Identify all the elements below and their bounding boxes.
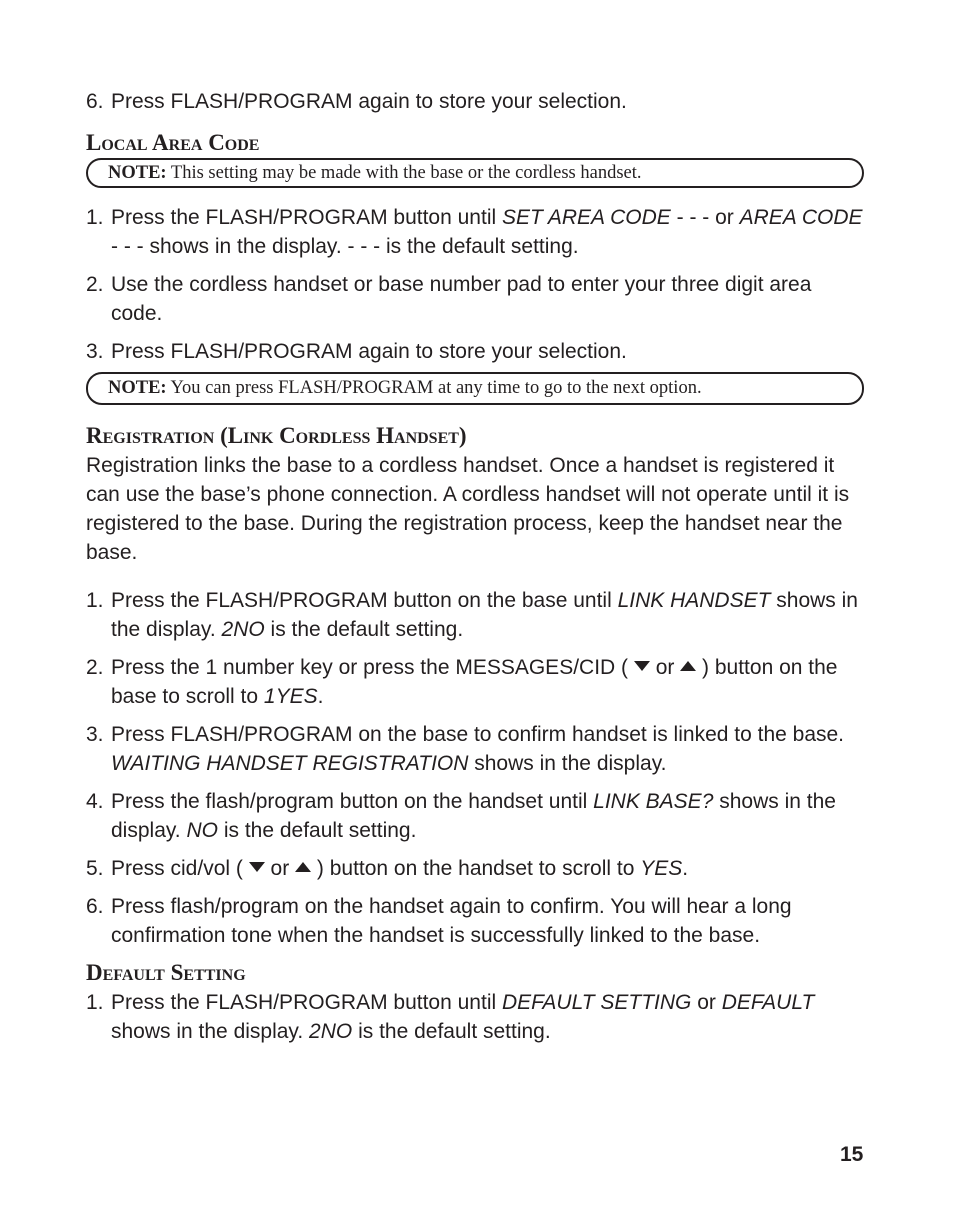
step-number: 1.	[86, 206, 104, 229]
step-6	[86, 87, 868, 116]
step-1	[86, 988, 868, 1046]
step-text: is the default setting.	[352, 1020, 551, 1043]
note-label: NOTE:	[108, 163, 167, 183]
step-number: 4.	[86, 790, 104, 813]
step-text: Press the FLASH/PROGRAM button on the base until	[111, 589, 618, 612]
default-setting-section	[86, 960, 868, 1046]
page-number: 15	[840, 1143, 864, 1166]
top-step	[86, 87, 868, 116]
section-heading-registration: Registration (Link Cordless Handset)	[86, 423, 467, 448]
step-1	[86, 586, 868, 644]
step-number: 1.	[86, 991, 104, 1014]
step-text: Press the FLASH/PROGRAM button until	[111, 991, 502, 1014]
step-text: .	[317, 685, 324, 708]
local-area-code-steps	[86, 203, 868, 366]
display-text: LINK HANDSET	[617, 589, 771, 612]
up-arrow-icon	[680, 661, 696, 671]
display-text: DEFAULT SETTING	[501, 991, 692, 1014]
display-text: 2NO	[221, 618, 265, 641]
step-text: Press the 1 number key or press the MESSAGES/CID (	[111, 656, 634, 679]
step-number: 2.	[86, 656, 104, 679]
step-1	[86, 203, 868, 261]
step-text: Press FLASH/PROGRAM on the base to confirm handset is linked to the base.	[111, 723, 845, 746]
section-heading-local-area-code: Local Area Code	[86, 130, 260, 155]
step-6	[86, 892, 868, 950]
display-text: DEFAULT	[721, 991, 815, 1014]
step-5	[86, 854, 868, 883]
step-text: - - - or	[670, 206, 740, 229]
note-label: NOTE:	[108, 378, 167, 398]
step-text: Press the flash/program button on the handset until	[111, 790, 594, 813]
step-text: - - - shows in the display. - - - is the default setting.	[111, 235, 579, 258]
step-text: or	[264, 857, 296, 880]
step-number: 2.	[86, 273, 104, 296]
note-box-2	[86, 372, 864, 405]
step-number: 3.	[86, 723, 104, 746]
note-text: You can press FLASH/PROGRAM at any time to go to the next option.	[170, 378, 702, 398]
step-3	[86, 720, 868, 778]
display-text: YES	[640, 857, 683, 880]
step-text: is the default setting.	[217, 819, 417, 842]
step-text: Press FLASH/PROGRAM again to store your selection.	[111, 340, 627, 363]
display-text: AREA CODE	[739, 206, 863, 229]
display-text: LINK BASE?	[593, 790, 714, 813]
step-text: or	[691, 991, 722, 1014]
step-text: shows in the display.	[468, 752, 667, 775]
down-arrow-icon	[249, 862, 265, 872]
registration-intro: Registration links the base to a cordless handset. Once a handset is registered it can use the base’s phone connection. A cordless handset will not operate until it is registered to the base. During the registration process, keep the handset near the base.	[86, 454, 850, 564]
step-3	[86, 337, 868, 366]
step-text: shows in the display.	[111, 1020, 310, 1043]
down-arrow-icon	[634, 661, 650, 671]
step-number: 6.	[86, 895, 104, 918]
step-number: 3.	[86, 340, 104, 363]
step-text: Press the FLASH/PROGRAM button until	[111, 206, 502, 229]
display-text: 1YES	[263, 685, 318, 708]
step-text: shows in the display.	[111, 790, 836, 842]
step-text: .	[682, 857, 689, 880]
step-number: 5.	[86, 857, 104, 880]
step-text: Press cid/vol (	[111, 857, 249, 880]
display-text: NO	[186, 819, 218, 842]
step-4	[86, 787, 868, 845]
step-text: ) button on the base to scroll to	[111, 656, 838, 708]
step-number: 1.	[86, 589, 104, 612]
display-text: SET AREA CODE	[501, 206, 671, 229]
step-text: Press flash/program on the handset again to confirm. You will hear a long confirmation tone when the handset is successfully linked to the base.	[111, 895, 792, 947]
display-text: WAITING HANDSET REGISTRATION	[111, 752, 469, 775]
step-2	[86, 270, 868, 328]
note-text: This setting may be made with the base or the cordless handset.	[170, 163, 642, 183]
display-text: 2NO	[309, 1020, 353, 1043]
step-text: Use the cordless handset or base number pad to enter your three digit area code.	[111, 273, 812, 325]
step-text: Press FLASH/PROGRAM again to store your selection.	[111, 90, 627, 113]
step-text: is the default setting.	[264, 618, 464, 641]
step-2	[86, 653, 868, 711]
note-box	[86, 158, 864, 188]
step-text: ) button on the handset to scroll to	[311, 857, 641, 880]
local-area-code-section	[86, 130, 868, 156]
registration-section	[86, 423, 868, 567]
step-text: or	[649, 656, 681, 679]
step-text: shows in the display.	[111, 589, 858, 641]
up-arrow-icon	[295, 862, 311, 872]
registration-steps	[86, 586, 868, 950]
section-heading-default-setting: Default Setting	[86, 960, 246, 985]
step-number: 6.	[86, 90, 104, 113]
